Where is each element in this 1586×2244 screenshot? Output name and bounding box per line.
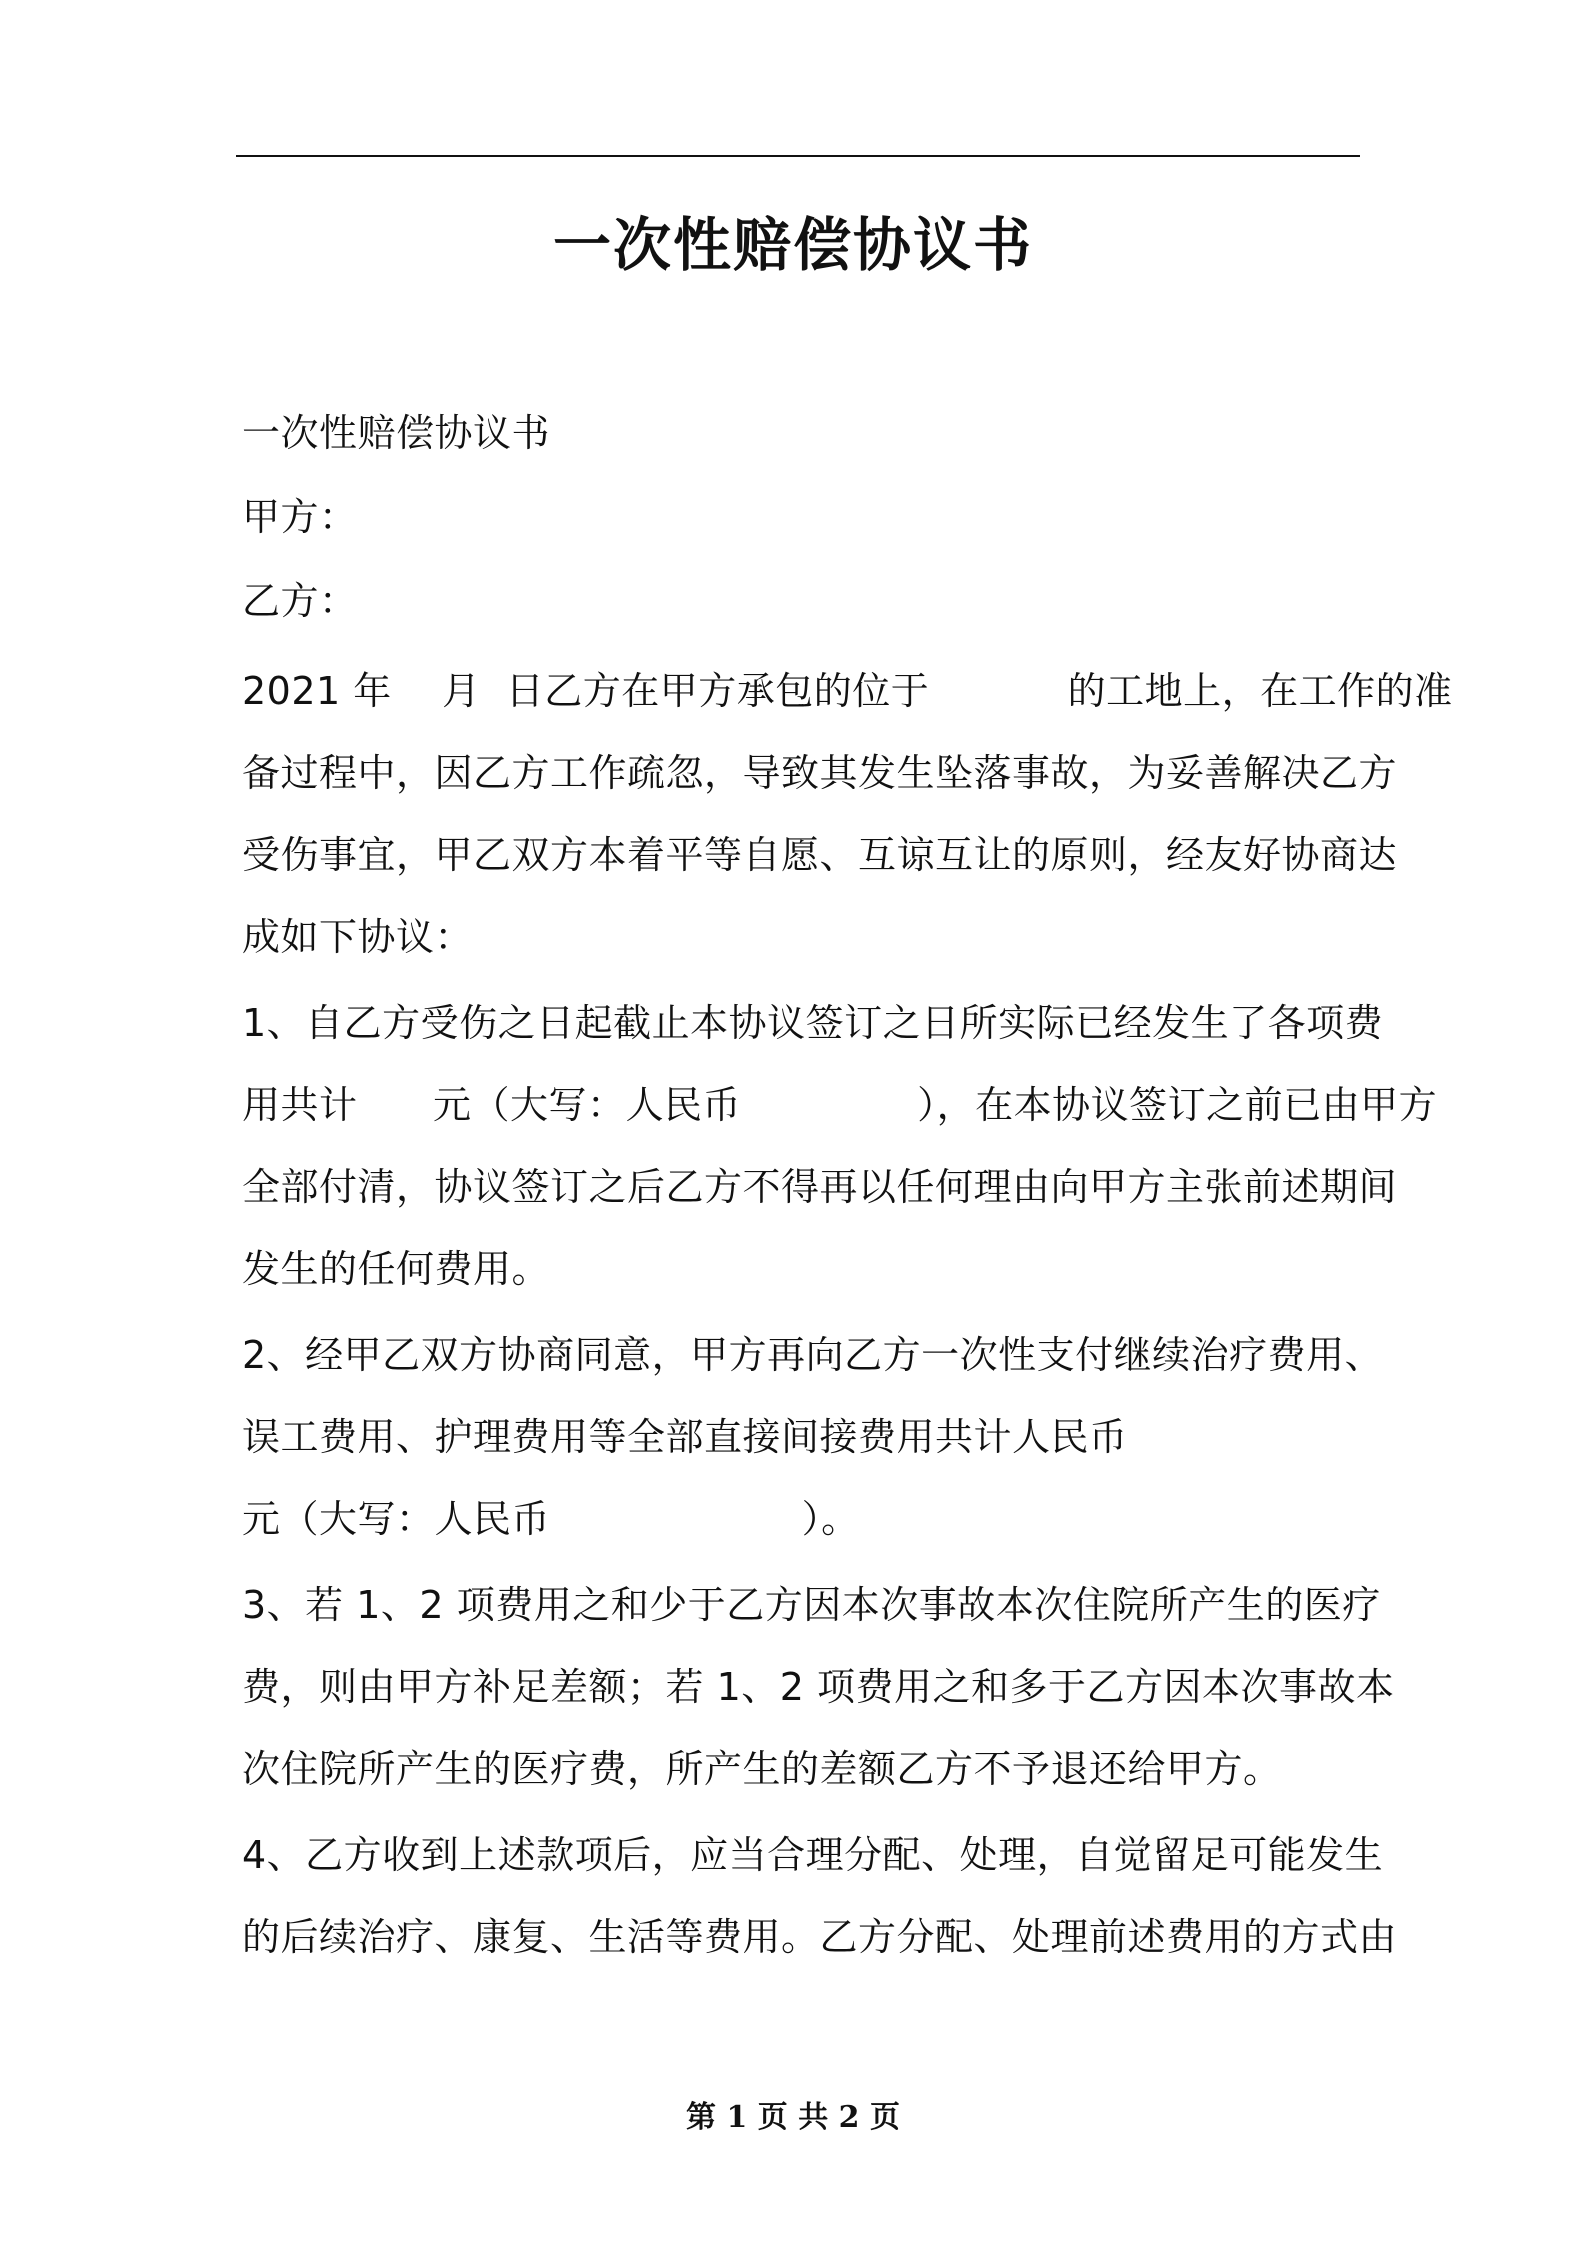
page-footer: 第 1 页 共 2 页 [686,2100,900,2135]
text-line: 的后续治疗、康复、生活等费用。乙方分配、处理前述费用的方式由 [242,1915,1398,1959]
text-line: 全部付清，协议签订之后乙方不得再以任何理由向甲方主张前述期间 [242,1165,1398,1209]
text-line: 1、自乙方受伤之日起截止本协议签订之日所实际已经发生了各项费 [242,1001,1384,1045]
text-line: 备过程中，因乙方工作疏忽，导致其发生坠落事故，为妥善解决乙方 [242,751,1398,795]
text-line: 受伤事宜，甲乙双方本着平等自愿、互谅互让的原则，经友好协商达 [242,833,1398,877]
text-line: 3、若 1、2 项费用之和少于乙方因本次事故本次住院所产生的医疗 [242,1583,1381,1627]
text-line: 成如下协议： [242,915,474,959]
document-title: 一次性赔偿协议书 [552,211,1033,279]
header-rule [236,155,1360,157]
text-line-party-b: 乙方： [242,579,358,623]
text-line: 元（大写：人民币 ）。 [242,1497,860,1541]
text-line: 用共计 元（大写：人民币 ），在本协议签订之前已由甲方 [242,1083,1438,1127]
text-line: 费，则由甲方补足差额；若 1、2 项费用之和多于乙方因本次事故本 [242,1665,1395,1709]
text-line: 4、乙方收到上述款项后，应当合理分配、处理，自觉留足可能发生 [242,1833,1384,1877]
text-line-party-a: 甲方： [242,495,358,539]
text-line-title: 一次性赔偿协议书 [242,411,551,455]
text-line: 次住院所产生的医疗费，所产生的差额乙方不予退还给甲方。 [242,1747,1282,1791]
text-line: 误工费用、护理费用等全部直接间接费用共计人民币 [242,1415,1128,1459]
text-line: 2、经甲乙双方协商同意，甲方再向乙方一次性支付继续治疗费用、 [242,1333,1384,1377]
text-line: 2021 年 月 日乙方在甲方承包的位于 的工地上，在工作的准 [242,669,1453,713]
text-line: 发生的任何费用。 [242,1247,551,1291]
